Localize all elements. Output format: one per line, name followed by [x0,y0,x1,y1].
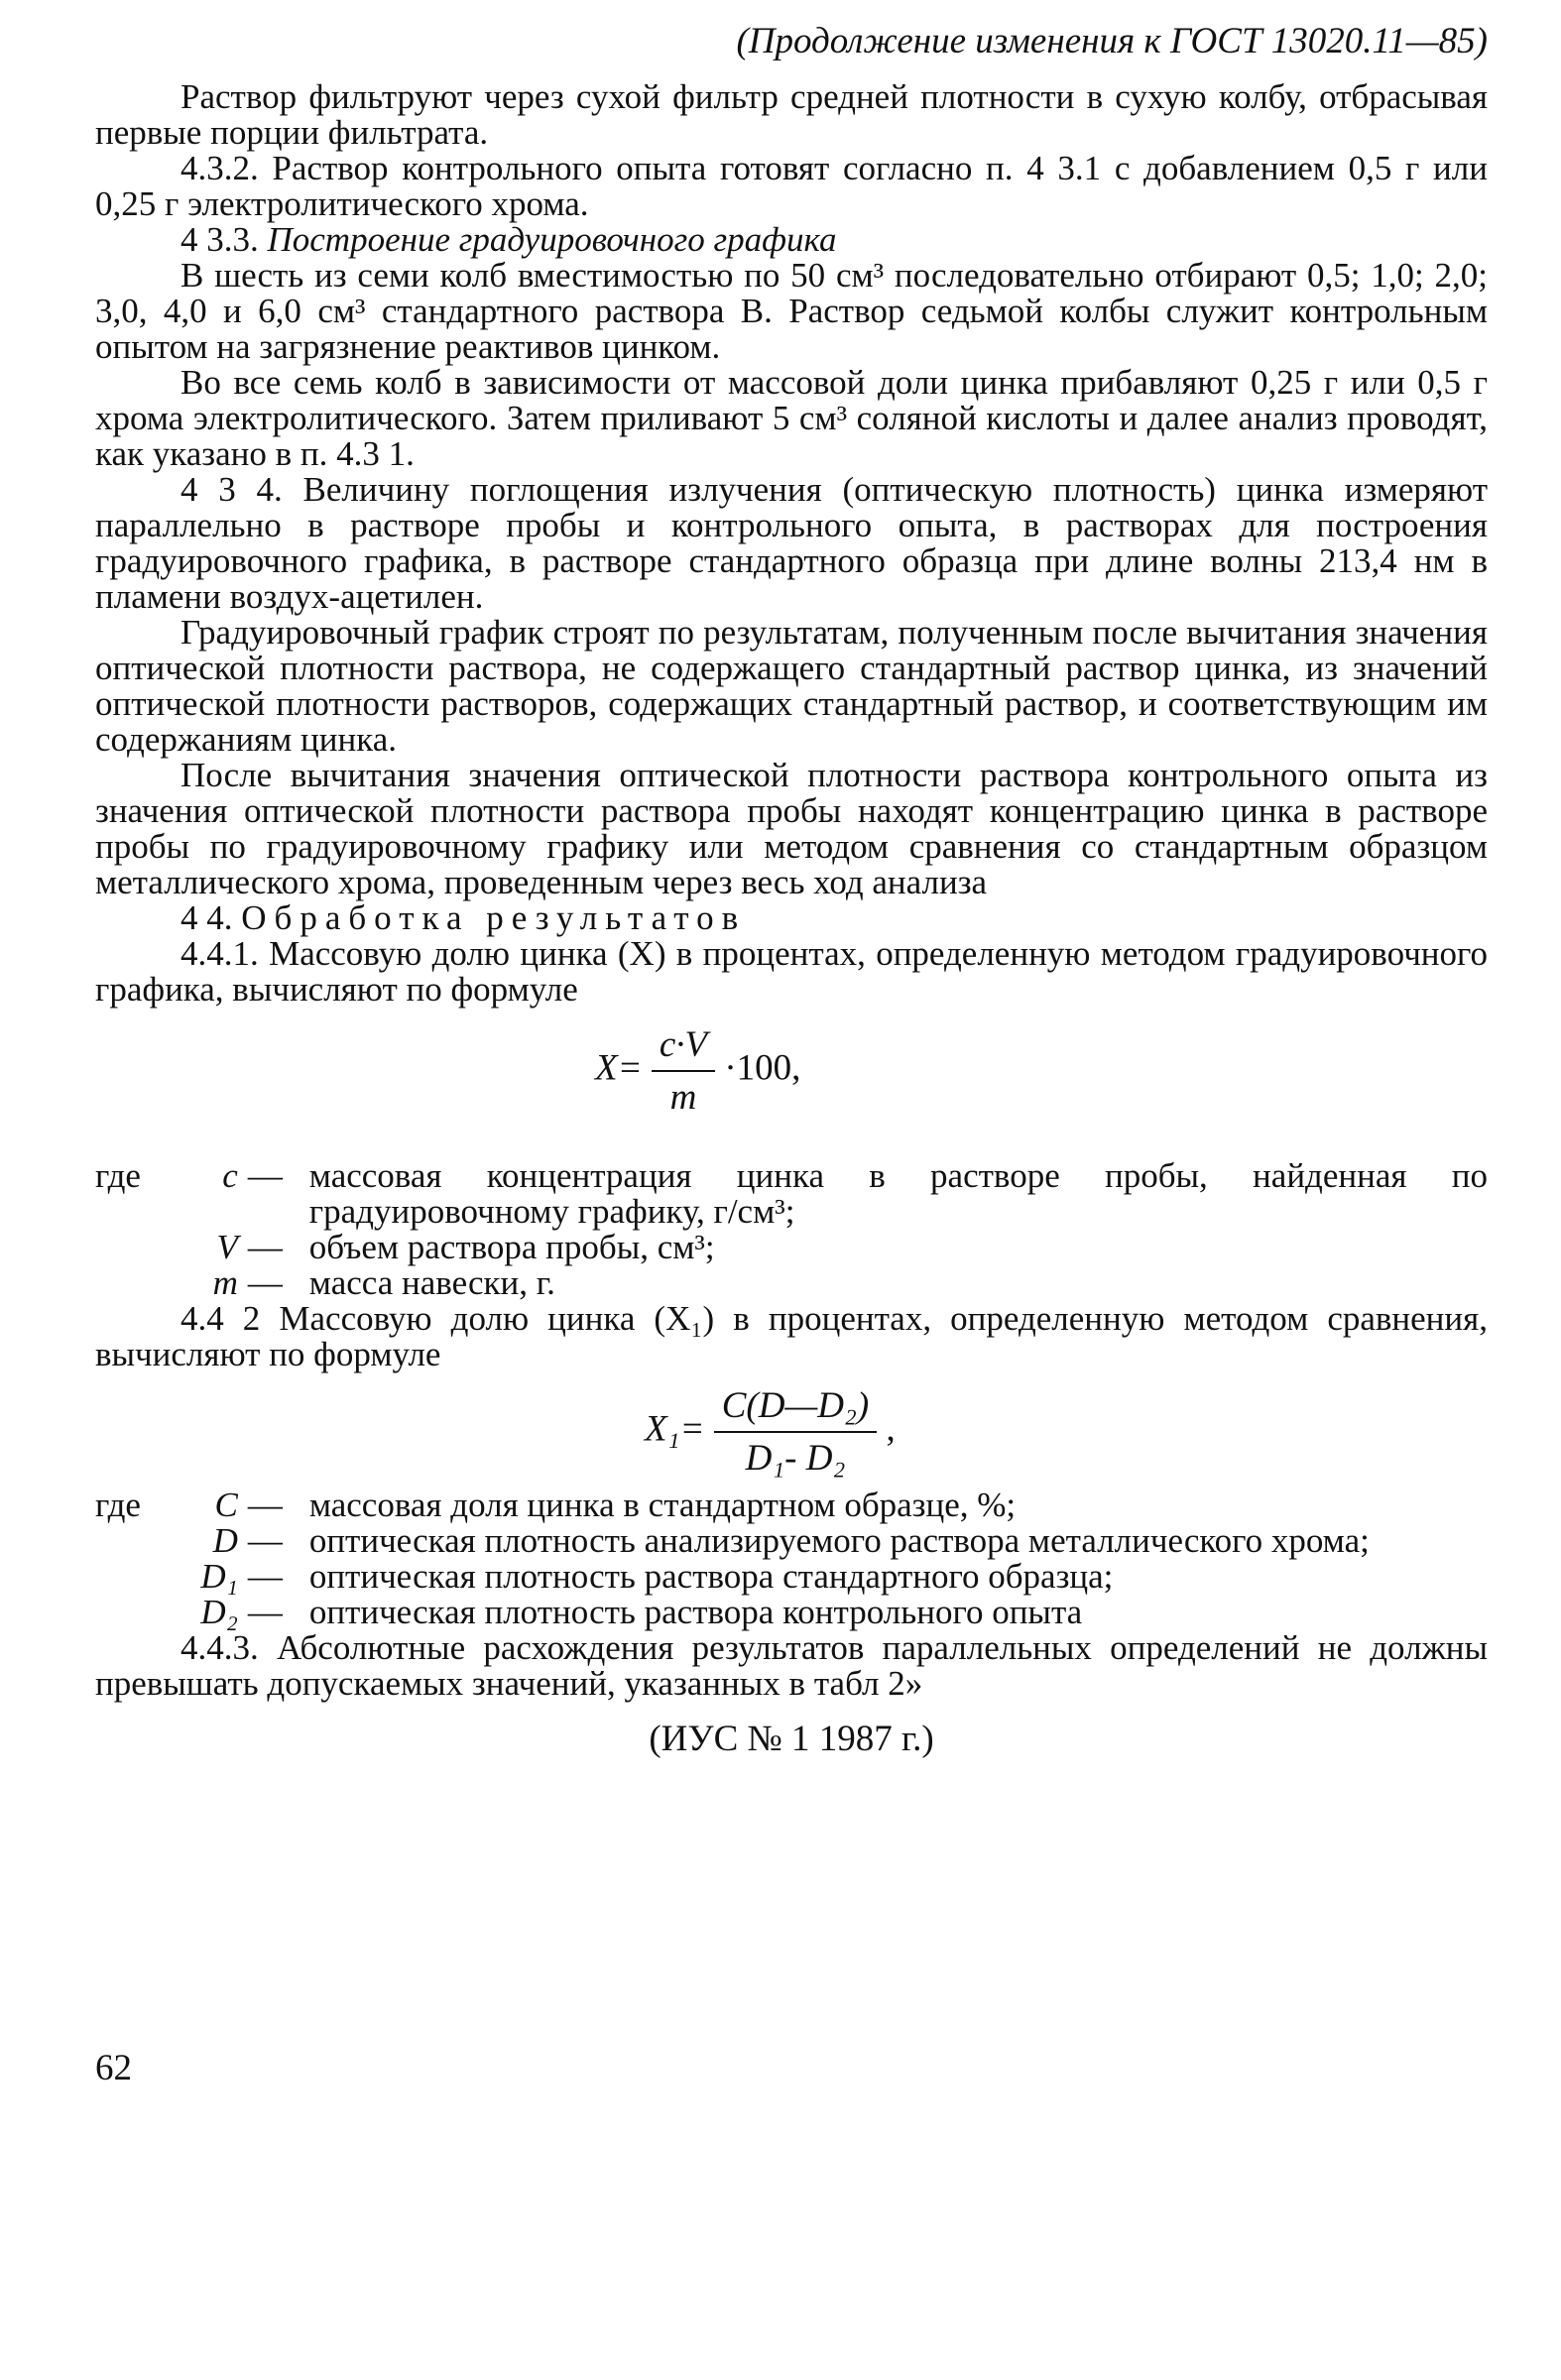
legend-row [95,1488,1488,1523]
legend-dash: — [247,1593,283,1631]
legend-description: массовая доля цинка в стандартном образце, %; [308,1486,1017,1524]
formula-rhs: ·100, [724,1047,801,1089]
formula-rhs: , [886,1408,896,1450]
legend-prefix [95,1595,165,1630]
paragraph-calibration-graph: Градуировочный график строят по результатам, полученным после вычитания значения оптической плотности раствора, не содержащего стандартный раствор цинка, из значений оптической плотности растворов, содержащих стандартный раствор, и соответствующим им содержаниям цинка. [95,613,1488,759]
section-number: 4 4. [180,898,233,937]
legend-row [95,1230,1488,1265]
paragraph-4-4-3: 4.4.3. Абсолютные расхождения результатов параллельных определений не должны превышать допускаемых значений, указанных в табл 2» [95,1628,1488,1703]
formula-mass-fraction [595,1023,800,1119]
legend-dash: — [247,1557,283,1596]
section-heading-4-3-3 [95,222,1488,258]
legend-description: оптическая плотность раствора контрольного опыта [308,1593,1083,1631]
formula-denominator: D₁- D₂ [745,1438,846,1479]
ius-reference: (ИУС № 1 1987 г.) [649,1719,934,1759]
section-number: 4.4 2 [180,1299,261,1338]
legend-symbol: D₁ [200,1557,238,1596]
formula-comparison [645,1384,896,1480]
legend-dash: — [247,1486,283,1524]
legend-prefix: где [95,1486,141,1524]
paragraph-4-4-2 [95,1301,1488,1372]
legend-dash: — [247,1156,283,1195]
formula-fraction [714,1384,878,1480]
legend-symbol: V [216,1228,238,1266]
legend-description: оптическая плотность раствора стандартного образца; [308,1557,1114,1596]
paragraph-filtration: Раствор фильтруют через сухой фильтр средней плотности в сухую колбу, отбрасывая первые порции фильтрата. [95,77,1488,152]
section-number: 4 3.3. [180,220,259,259]
legend-table [95,1488,1488,1630]
legend-prefix: где [95,1156,141,1195]
legend-row [95,1595,1488,1630]
legend-symbol: c [222,1156,238,1195]
legend-description: масса навески, г. [308,1263,555,1302]
section-number: 4.4.1. [180,934,259,973]
legend-row [95,1265,1488,1301]
legend-symbol: C [214,1486,238,1524]
legend-formula-1 [95,1158,1488,1301]
paragraph-text: Массовую долю цинка (X) в процентах, определенную методом градуировочного графика, вычисляют по формуле [95,934,1489,1009]
paragraph-4-4-1 [95,936,1488,1008]
legend-description: объем раствора пробы, см³; [308,1228,715,1266]
legend-symbol: D [212,1521,238,1560]
formula-lhs: X₁= [645,1408,705,1450]
formula-numerator: C(D—D₂) [714,1384,878,1433]
formula-denominator: m [669,1077,697,1118]
legend-description: оптическая плотность анализируемого раствора металлического хрома; [308,1521,1370,1560]
legend-table [95,1158,1488,1301]
legend-dash: — [247,1228,283,1266]
page-number: 62 [95,2048,132,2088]
legend-row [95,1523,1488,1559]
legend-row [95,1158,1488,1230]
paragraph-chromium-addition: Во все семь колб в зависимости от массовой доли цинка прибавляют 0,25 г или 0,5 г хрома электролитического. Затем приливают 5 см³ соляной кислоты и далее анализ проводят, как указано в п. 4.3 1. [95,363,1488,473]
legend-prefix [95,1230,165,1265]
legend-symbol: m [212,1263,238,1302]
paragraph-concentration: После вычитания значения оптической плотности раствора контрольного опыта из значения оптической плотности раствора пробы находят концентрацию цинка в растворе пробы по градуировочному графику или методом сравнения со стандартным образцом металлического хрома, проведенным через весь ход анализа [95,756,1488,901]
paragraph-4-3-4: 4 3 4. Величину поглощения излучения (оптическую плотность) цинка измеряют параллельно в растворе пробы и контрольного опыта, в растворах для построения градуировочного графика, в растворе стандартного образца при длине волны 213,4 нм в пламени воздух-ацетилен. [95,470,1488,616]
formula-numerator: c·V [652,1023,715,1072]
legend-formula-2 [95,1488,1488,1630]
legend-description: массовая концентрация цинка в растворе пробы, найденная по градуировочному графику, г/см³; [308,1156,1488,1231]
legend-prefix [95,1523,165,1559]
formula-lhs: X= [595,1047,643,1089]
legend-symbol: D₂ [200,1593,238,1631]
paragraph-flasks: В шесть из семи колб вместимостью по 50 см³ последовательно отбирают 0,5; 1,0; 2,0; 3,0, 4,0 и 6,0 см³ стандартного раствора В. Раствор седьмой колбы служит контрольным опытом на загрязнение реактивов цинком. [95,256,1488,366]
section-heading-4-4 [95,900,1488,936]
formula-fraction [652,1023,715,1119]
paragraph-4-3-2: 4.3.2. Раствор контрольного опыта готовят согласно п. 4 3.1 с добавлением 0,5 г или 0,25 г электролитического хрома. [95,149,1488,223]
legend-dash: — [247,1521,283,1560]
section-title: Обработка результатов [241,898,747,937]
paragraph-text: Массовую долю цинка (X₁) в процентах, определенную методом сравнения, вычисляют по формуле [95,1299,1488,1373]
section-title: Построение градуировочного графика [267,220,837,259]
legend-row [95,1559,1488,1595]
legend-dash: — [247,1263,283,1302]
legend-prefix [95,1265,165,1301]
running-header: (Продолжение изменения к ГОСТ 13020.11—85) [736,21,1488,61]
legend-prefix [95,1559,165,1595]
